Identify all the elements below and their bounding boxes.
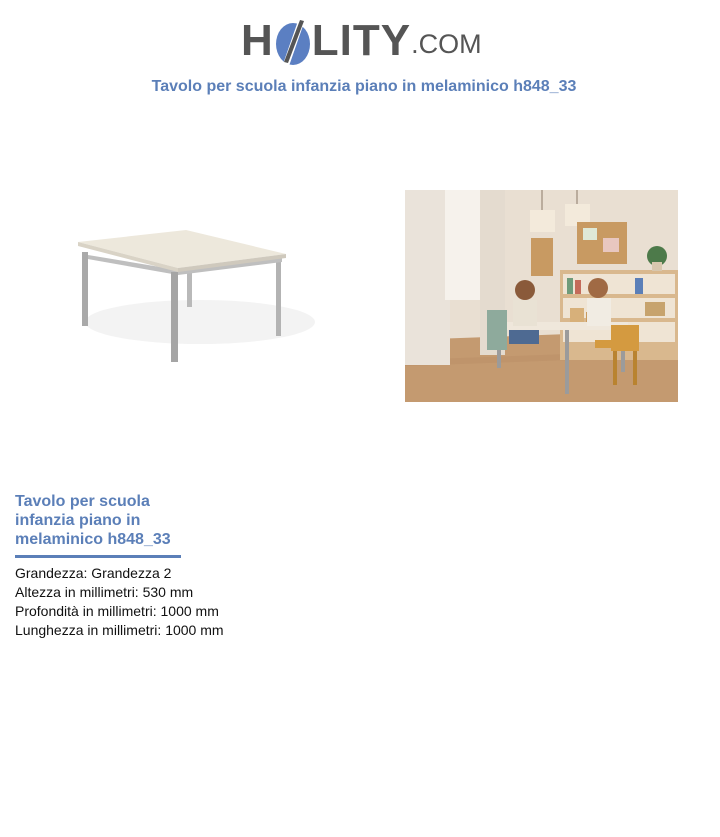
page-title: Tavolo per scuola infanzia piano in melaminico h848_33 <box>151 78 577 95</box>
spec-label: Grandezza: <box>15 565 88 581</box>
spec-row <box>15 621 224 640</box>
spec-row <box>15 564 224 583</box>
spec-label: Profondità in millimetri: <box>15 603 157 619</box>
logo-word: LITY <box>311 16 412 65</box>
spec-list <box>15 564 224 640</box>
spec-label: Altezza in millimetri: <box>15 584 139 600</box>
logo-letter-h: H <box>241 16 274 65</box>
spec-value: 1000 mm <box>165 622 224 638</box>
spec-value: Grandezza 2 <box>91 565 172 581</box>
logo-o-mark-icon <box>273 16 313 66</box>
product-image-classroom <box>405 190 678 402</box>
product-heading: Tavolo per scuola infanzia piano in melaminico h848_33 <box>15 492 181 558</box>
spec-label: Lunghezza in millimetri: <box>15 622 162 638</box>
brand-logo[interactable] <box>241 10 482 66</box>
spec-value: 530 mm <box>142 584 194 600</box>
product-image-table <box>70 222 320 367</box>
spec-value: 1000 mm <box>160 603 219 619</box>
spec-row <box>15 583 224 602</box>
logo-domain: .COM <box>411 29 482 59</box>
spec-row <box>15 602 224 621</box>
